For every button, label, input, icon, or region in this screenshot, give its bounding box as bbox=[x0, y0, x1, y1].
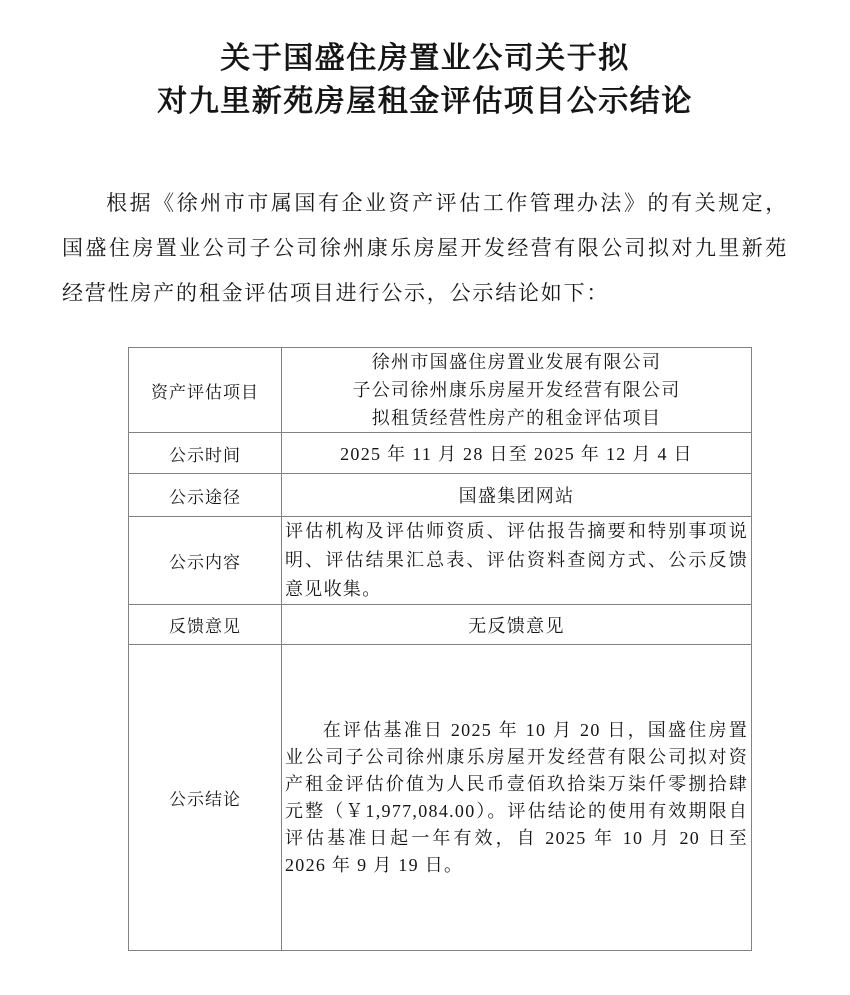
row-label-publicity-content: 公示内容 bbox=[129, 517, 282, 605]
document-title bbox=[0, 37, 850, 123]
table-row-publicity-conclusion bbox=[129, 645, 752, 951]
row-label-feedback: 反馈意见 bbox=[129, 605, 282, 645]
row-label-publicity-channel: 公示途径 bbox=[129, 474, 282, 517]
row-value-publicity-channel: 国盛集团网站 bbox=[282, 474, 752, 517]
publicity-conclusion-text: 在评估基准日 2025 年 10 月 20 日，国盛住房置业公司子公司徐州康乐房屋开发经营有限公司拟对资产租金评估价值为人民币壹佰玖拾柒万柒仟零捌拾肆元整（￥1,977,084.00）。评估结论的使用有效期限自评估基准日起一年有效，自 2025 年 10 月 20 日至 2026 年 9 月 19 日。 bbox=[285, 719, 748, 875]
row-label-asset-assessment-project: 资产评估项目 bbox=[129, 348, 282, 433]
row-value-publicity-conclusion bbox=[282, 645, 752, 951]
table-row-publicity-period bbox=[129, 433, 752, 474]
intro-paragraph: 根据《徐州市市属国有企业资产评估工作管理办法》的有关规定，国盛住房置业公司子公司徐州康乐房屋开发经营有限公司拟对九里新苑经营性房产的租金评估项目进行公示，公示结论如下： bbox=[62, 191, 788, 305]
document-title-line-1: 关于国盛住房置业公司关于拟 bbox=[220, 42, 630, 75]
row-label-publicity-period: 公示时间 bbox=[129, 433, 282, 474]
assessment-publicity-table bbox=[128, 347, 752, 951]
project-name-line-1: 徐州市国盛住房置业发展有限公司 bbox=[371, 352, 662, 372]
project-name-line-3: 拟租赁经营性房产的租金评估项目 bbox=[371, 408, 662, 428]
project-name-line-2: 子公司徐州康乐房屋开发经营有限公司 bbox=[352, 380, 681, 400]
row-label-publicity-conclusion: 公示结论 bbox=[129, 645, 282, 951]
table-row-publicity-channel bbox=[129, 474, 752, 517]
row-value-asset-assessment-project bbox=[282, 348, 752, 433]
row-value-publicity-content bbox=[282, 517, 752, 605]
assessment-publicity-table-body bbox=[129, 348, 752, 951]
table-row-feedback bbox=[129, 605, 752, 645]
table-row-publicity-content bbox=[129, 517, 752, 605]
publicity-content-text: 评估机构及评估师资质、评估报告摘要和特别事项说明、评估结果汇总表、评估资料查阅方式、公示反馈意见收集。 bbox=[285, 521, 748, 599]
document-title-line-2: 对九里新苑房屋租金评估项目公示结论 bbox=[157, 85, 693, 118]
table-row-asset-assessment-project bbox=[129, 348, 752, 433]
row-value-feedback: 无反馈意见 bbox=[282, 605, 752, 645]
row-value-publicity-period: 2025 年 11 月 28 日至 2025 年 12 月 4 日 bbox=[282, 433, 752, 474]
